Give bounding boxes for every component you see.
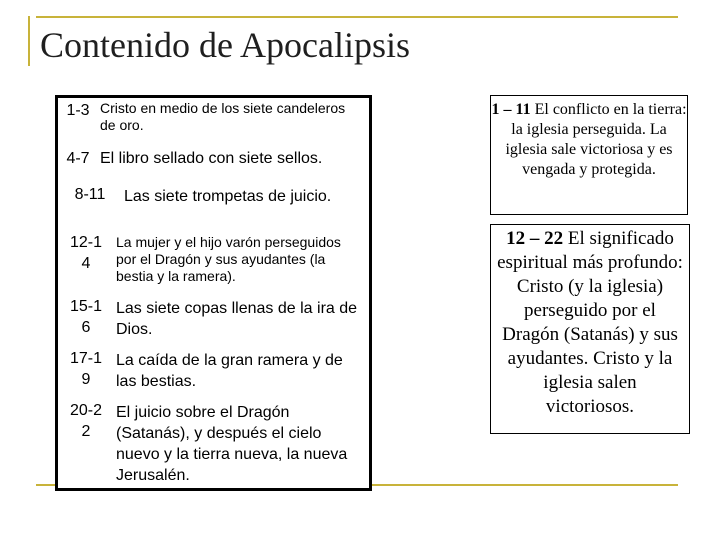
summary-box-12-22 [490, 224, 690, 434]
box-heading: 12 – 22 [506, 228, 564, 249]
chapter-range: 20-22 [69, 402, 103, 440]
contents-table [55, 95, 372, 491]
box-heading: 1 – 11 [491, 101, 531, 118]
row-text: Las siete trompetas de juicio. [124, 188, 332, 205]
chapter-range: 15-16 [69, 298, 103, 336]
chapter-range: 4-7 [66, 150, 90, 167]
chapter-range: 17-19 [69, 350, 103, 388]
table-row [58, 348, 369, 400]
row-text: El libro sellado con siete sellos. [100, 150, 323, 167]
summary-box-1-11 [490, 95, 688, 215]
table-row [58, 232, 369, 296]
row-text: La caída de la gran ramera y de las bestias. [116, 352, 343, 390]
slide-title: Contenido de Apocalipsis [40, 25, 410, 65]
chapter-range: 8-11 [74, 186, 106, 203]
top-rule [36, 16, 678, 18]
row-text: El juicio sobre el Dragón (Satanás), y después el cielo nuevo y la tierra nueva, la nueva Jerusalén. [116, 404, 348, 484]
box-text: El significado espiritual más profundo: Cristo (y la iglesia) perseguido por el Dragón (Satanás) y sus ayudantes. Cristo y la iglesia salen victoriosos. [497, 228, 683, 417]
left-rule [28, 16, 30, 66]
row-text: Las siete copas llenas de la ira de Dios. [116, 300, 358, 338]
table-row [58, 400, 369, 488]
box-text: El conflicto en la tierra: la iglesia perseguida. La iglesia sale victoriosa y es vengada y protegida. [505, 101, 687, 178]
table-row [58, 146, 369, 184]
row-text: La mujer y el hijo varón perseguidos por el Dragón y sus ayudantes (la bestia y la ramera). [116, 234, 341, 284]
table-row [58, 296, 369, 348]
row-text: Cristo en medio de los siete candeleros de oro. [100, 100, 346, 133]
table-row [58, 184, 369, 232]
chapter-range: 12-14 [69, 234, 103, 272]
table-row [58, 98, 369, 146]
chapter-range: 1-3 [66, 102, 90, 119]
